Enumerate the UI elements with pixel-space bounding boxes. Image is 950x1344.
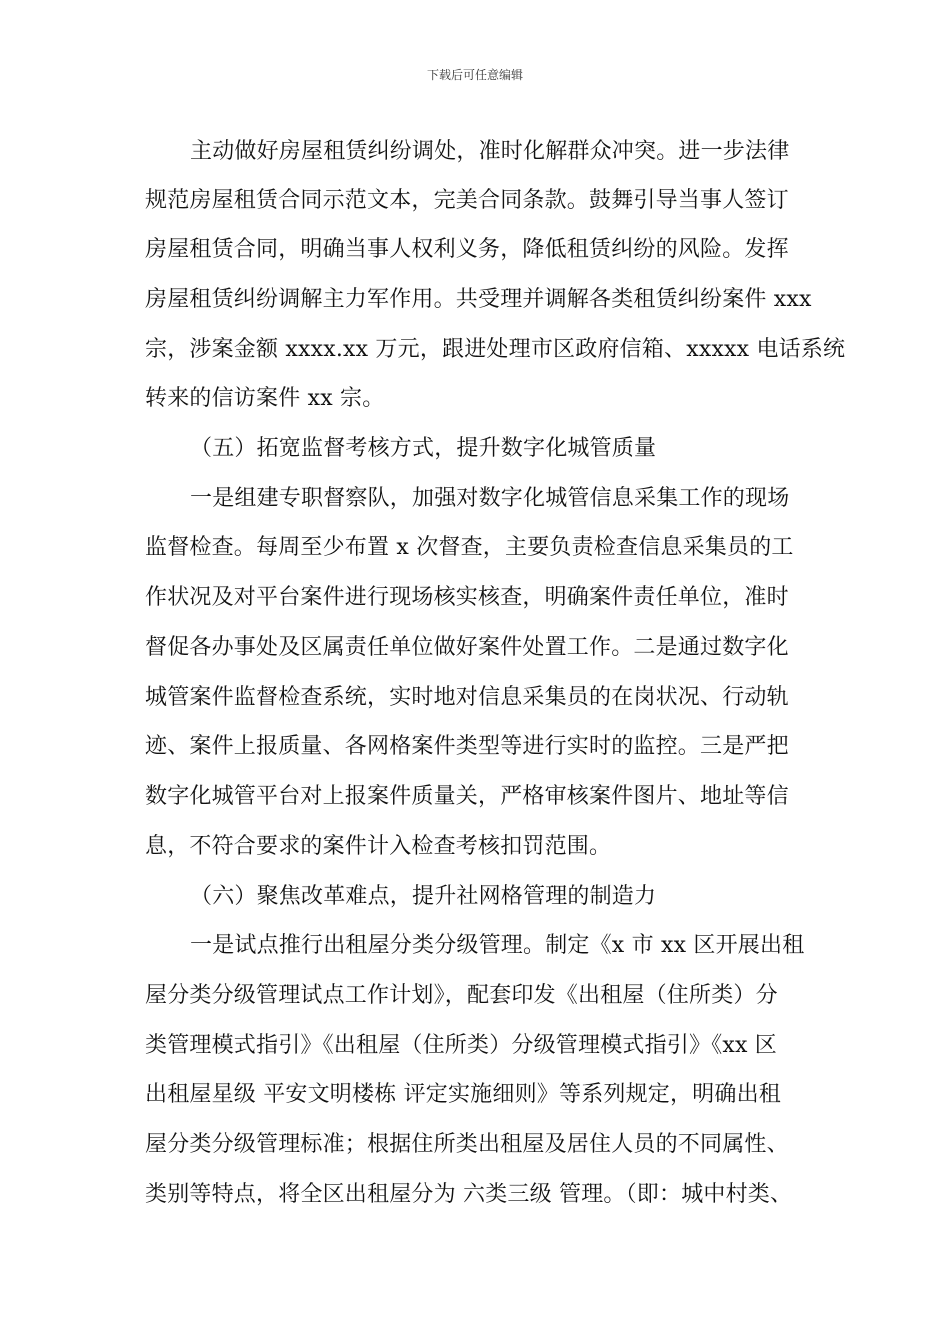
text-line: 作状况及对平台案件进行现场核实核查，明确案件责任单位，准时 — [145, 585, 789, 610]
text-line: 迹、案件上报质量、各网格案件类型等进行实时的监控。三是严把 — [145, 734, 789, 759]
text-line: 城管案件监督检查系统，实时地对信息采集员的在岗状况、行动轨 — [145, 685, 789, 710]
text-line: 宗，涉案金额 xxxx.xx 万元，跟进处理市区政府信箱、xxxxx 电话系统 — [145, 337, 846, 362]
text-line: 转来的信访案件 xx 宗。 — [145, 386, 385, 411]
text-line: 一是组建专职督察队，加强对数字化城管信息采集工作的现场 — [190, 486, 790, 511]
text-line: 督促各办事处及区属责任单位做好案件处置工作。二是通过数字化 — [145, 635, 789, 660]
text-line: 息，不符合要求的案件计入检查考核扣罚范围。 — [145, 834, 612, 859]
page-header: 下载后可任意编辑 — [426, 68, 523, 82]
text-line: 监督检查。每周至少布置 x 次督查，主要负责检查信息采集员的工 — [145, 535, 794, 560]
text-line: 一是试点推行出租屋分类分级管理。制定《x 市 xx 区开展出租 — [190, 933, 805, 958]
text-line: 屋分类分级管理试点工作计划》，配套印发《出租屋（住所类）分 — [145, 983, 778, 1008]
text-line: 主动做好房屋租赁纠纷调处，准时化解群众冲突。进一步法律 — [190, 139, 790, 164]
section-heading: （五）拓宽监督考核方式，提升数字化城管质量 — [190, 436, 657, 461]
text-line: 出租屋星级 平安文明楼栋 评定实施细则》等系列规定，明确出租 — [145, 1082, 781, 1107]
text-line: 数字化城管平台对上报案件质量关，严格审核案件图片、地址等信 — [145, 784, 789, 809]
text-line: 屋分类分级管理标准；根据住所类出租屋及居住人员的不同属性、 — [145, 1132, 789, 1157]
text-line: 房屋租赁合同，明确当事人权利义务，降低租赁纠纷的风险。发挥 — [145, 237, 789, 262]
text-line: 规范房屋租赁合同示范文本，完美合同条款。鼓舞引导当事人签订 — [145, 188, 789, 213]
text-line: 类别等特点，将全区出租屋分为 六类三级 管理。（即：城中村类、 — [145, 1182, 793, 1207]
text-line: 类管理模式指引》《出租屋（住所类）分级管理模式指引》《xx 区 — [145, 1033, 778, 1058]
text-line: 房屋租赁纠纷调解主力军作用。共受理并调解各类租赁纠纷案件 xxx — [145, 287, 812, 312]
section-heading: （六）聚焦改革难点，提升社网格管理的制造力 — [190, 884, 657, 909]
